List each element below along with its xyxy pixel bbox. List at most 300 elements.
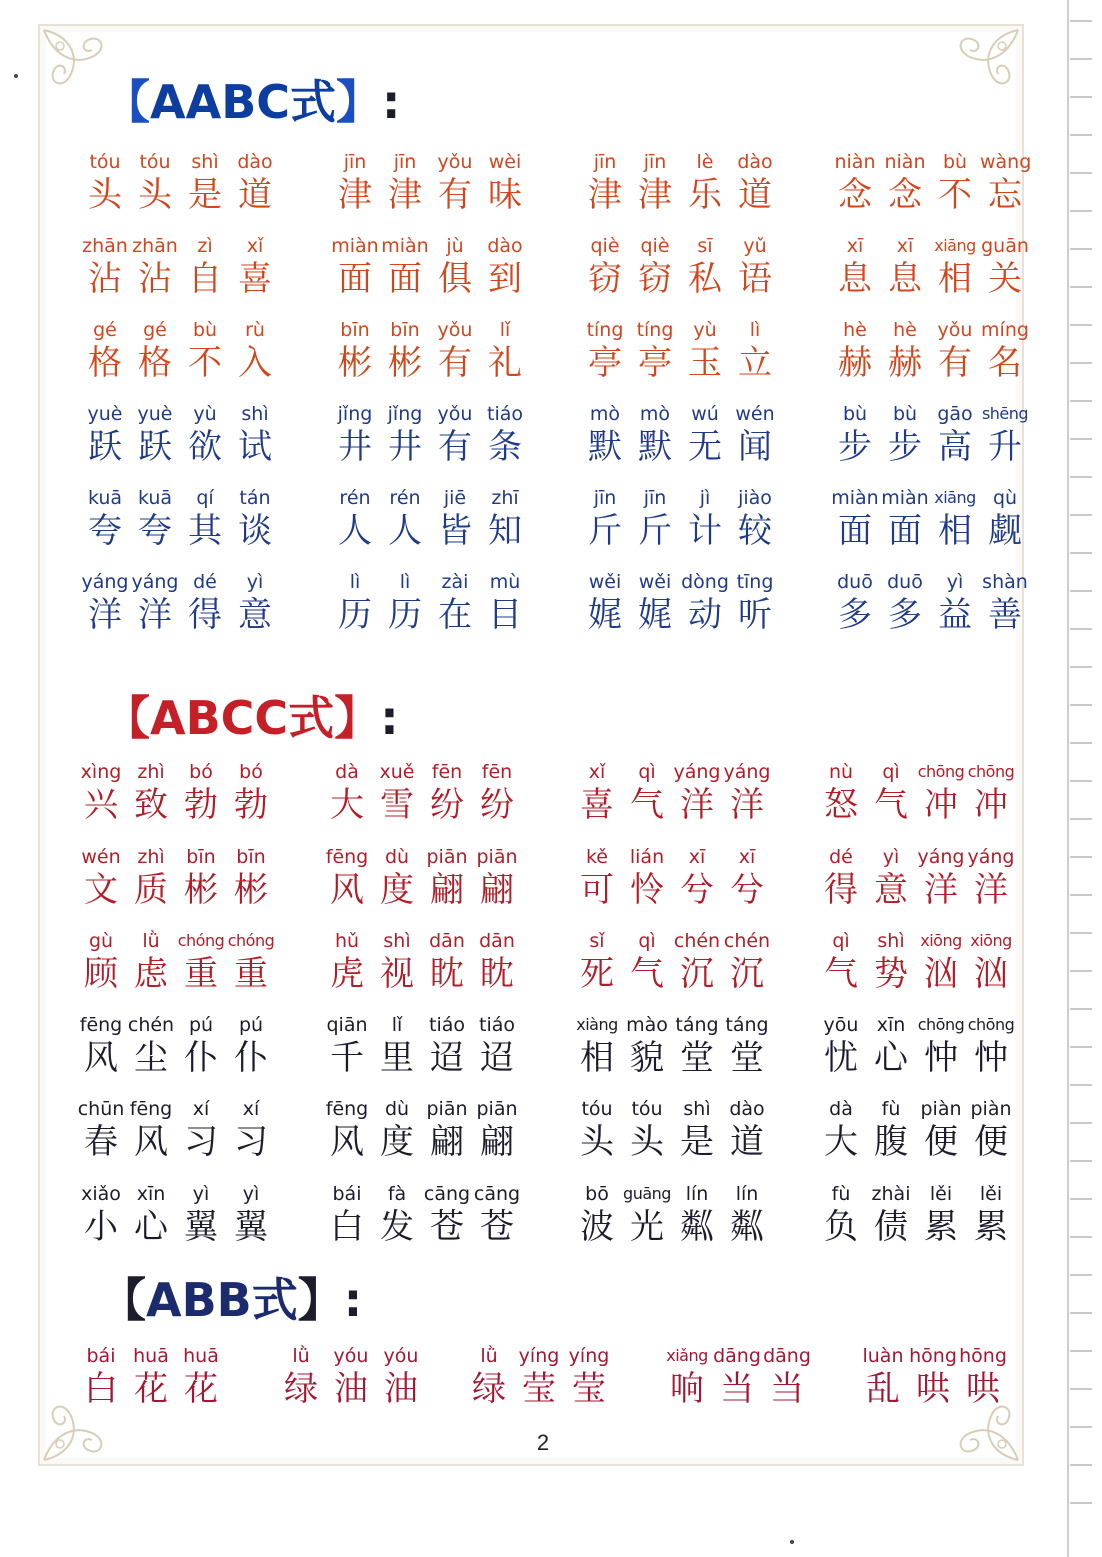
hanzi-character: 计 (688, 511, 722, 551)
hanzi-row (322, 784, 532, 826)
pinyin-row (76, 845, 286, 869)
pinyin-syllable: xiàng (576, 1015, 618, 1034)
binding-ring-icon (1070, 96, 1092, 98)
pinyin-syllable: fēn (481, 761, 513, 783)
hanzi-character: 波 (580, 1207, 614, 1247)
pinyin-syllable: dào (729, 1098, 765, 1120)
binding-ring-icon (1070, 400, 1092, 402)
hanzi-character: 哄 (916, 1369, 950, 1409)
hanzi-character: 步 (888, 427, 922, 467)
pinyin-row (572, 760, 782, 784)
hanzi-character: 文 (84, 870, 118, 910)
hanzi-row (322, 953, 532, 995)
hanzi-character: 目 (488, 595, 522, 635)
hanzi-character: 仆 (184, 1038, 218, 1078)
hanzi-character: 洋 (974, 870, 1008, 910)
idiom-entry (76, 1344, 286, 1410)
pinyin-syllable: chén (673, 930, 721, 952)
pinyin-syllable: xǐ (246, 235, 264, 257)
pinyin-syllable: piàn (920, 1098, 962, 1120)
binding-ring-icon (1070, 970, 1092, 972)
idiom-entry (330, 402, 540, 468)
hanzi-character: 亭 (638, 343, 672, 383)
pinyin-row (76, 929, 286, 953)
binding-ring-icon (1070, 248, 1092, 250)
hanzi-row (816, 1206, 1026, 1248)
pinyin-syllable: fēn (431, 761, 463, 783)
hanzi-character: 累 (924, 1207, 958, 1247)
hanzi-character: 里 (380, 1038, 414, 1078)
notebook-binding (1066, 0, 1102, 1557)
hanzi-character: 莹 (572, 1369, 606, 1409)
pinyin-syllable: dé (829, 846, 853, 868)
idiom-entry (830, 150, 1040, 216)
hanzi-character: 得 (824, 870, 858, 910)
pinyin-row (580, 234, 790, 258)
hanzi-character: 迢 (480, 1038, 514, 1078)
pinyin-syllable: tóu (139, 151, 171, 173)
pinyin-syllable: tán (239, 487, 271, 509)
pinyin-syllable: xìng (80, 761, 122, 783)
hanzi-row (322, 1121, 532, 1163)
pinyin-syllable: kuā (137, 487, 173, 509)
hanzi-character: 到 (488, 259, 522, 299)
pinyin-syllable: qì (832, 930, 850, 952)
idiom-entry (580, 402, 790, 468)
pinyin-syllable: bù (192, 319, 218, 341)
hanzi-character: 相 (938, 259, 972, 299)
pinyin-syllable: yǒu (937, 319, 973, 341)
idiom-entry (330, 150, 540, 216)
binding-ring-icon (1070, 894, 1092, 896)
hanzi-row (662, 1368, 872, 1410)
hanzi-character: 绿 (284, 1369, 318, 1409)
hanzi-character: 虎 (330, 954, 364, 994)
hanzi-character: 气 (630, 954, 664, 994)
hanzi-character: 礼 (488, 343, 522, 383)
pinyin-syllable: mò (639, 403, 671, 425)
pinyin-syllable: bó (189, 761, 213, 783)
idiom-entry (322, 845, 532, 911)
binding-ring-icon (1070, 1160, 1092, 1162)
hanzi-character: 质 (134, 870, 168, 910)
pinyin-syllable: yáng (81, 571, 129, 593)
pinyin-row (572, 929, 782, 953)
hanzi-character: 喜 (238, 259, 272, 299)
hanzi-character: 花 (134, 1369, 168, 1409)
binding-ring-icon (1070, 438, 1092, 440)
pinyin-syllable: jǐng (337, 403, 373, 425)
idiom-entry (76, 929, 286, 995)
hanzi-character: 大 (824, 1122, 858, 1162)
pinyin-syllable: xīn (136, 1183, 166, 1205)
hanzi-row (76, 1121, 286, 1163)
pinyin-row (322, 929, 532, 953)
pinyin-syllable: shì (877, 930, 905, 952)
pinyin-syllable: lián (629, 846, 665, 868)
hanzi-row (76, 1206, 286, 1248)
hanzi-character: 花 (184, 1369, 218, 1409)
section-heading-abcc (104, 690, 399, 746)
hanzi-character: 视 (380, 954, 414, 994)
pinyin-syllable: dāng (763, 1345, 811, 1367)
pinyin-syllable: miàn (831, 487, 879, 509)
pinyin-syllable: dòng (681, 571, 729, 593)
page-number: 2 (536, 1430, 550, 1455)
pinyin-syllable: bó (239, 761, 263, 783)
hanzi-character: 在 (438, 595, 472, 635)
pinyin-syllable: chōng (917, 762, 965, 781)
hanzi-character: 面 (838, 511, 872, 551)
pinyin-syllable: wén (81, 846, 121, 868)
pinyin-row (330, 150, 540, 174)
pinyin-row (816, 929, 1026, 953)
pinyin-syllable: yǔ (743, 235, 767, 257)
hanzi-character: 心 (874, 1038, 908, 1078)
pinyin-syllable: yì (882, 846, 900, 868)
idiom-entry (580, 234, 790, 300)
pinyin-row (830, 318, 1040, 342)
pinyin-syllable: wàng (980, 151, 1032, 173)
hanzi-character: 井 (338, 427, 372, 467)
pinyin-syllable: xī (688, 846, 706, 868)
hanzi-character: 相 (938, 511, 972, 551)
hanzi-character: 勃 (184, 785, 218, 825)
idiom-entry (580, 318, 790, 384)
hanzi-character: 洋 (88, 595, 122, 635)
binding-ring-icon (1070, 1046, 1092, 1048)
hanzi-character: 眈 (480, 954, 514, 994)
pinyin-syllable: yáng (673, 761, 721, 783)
idiom-entry (830, 486, 1040, 552)
binding-ring-icon (1070, 1274, 1092, 1276)
hanzi-character: 重 (234, 954, 268, 994)
pinyin-syllable: qì (638, 761, 656, 783)
hanzi-character: 面 (388, 259, 422, 299)
pinyin-syllable: piān (476, 846, 518, 868)
hanzi-row (322, 869, 532, 911)
hanzi-character: 面 (888, 511, 922, 551)
pinyin-syllable: mù (489, 571, 521, 593)
pinyin-row (80, 486, 290, 510)
hanzi-character: 入 (238, 343, 272, 383)
hanzi-character: 多 (888, 595, 922, 635)
hanzi-character: 味 (488, 175, 522, 215)
pinyin-syllable: zhài (871, 1183, 911, 1205)
pinyin-syllable: bái (86, 1345, 116, 1367)
hanzi-character: 翼 (234, 1207, 268, 1247)
pinyin-row (330, 318, 540, 342)
hanzi-character: 道 (738, 175, 772, 215)
hanzi-character: 无 (688, 427, 722, 467)
idiom-entry (830, 318, 1040, 384)
idiom-entry (816, 929, 1026, 995)
pinyin-syllable: bù (892, 403, 918, 425)
pinyin-syllable: bīn (236, 846, 266, 868)
pinyin-syllable: jiē (443, 487, 467, 509)
pinyin-syllable: mò (589, 403, 621, 425)
idiom-entry (80, 402, 290, 468)
hanzi-character: 有 (438, 343, 472, 383)
pinyin-syllable: duō (887, 571, 923, 593)
hanzi-character: 意 (238, 595, 272, 635)
hanzi-character: 津 (388, 175, 422, 215)
binding-ring-icon (1070, 780, 1092, 782)
idiom-entry (80, 486, 290, 552)
binding-ring-icon (1070, 514, 1092, 516)
pinyin-syllable: xiāng (934, 236, 976, 255)
idiom-entry (80, 234, 290, 300)
hanzi-row (816, 1121, 1026, 1163)
pinyin-syllable: bīn (340, 319, 370, 341)
idiom-entry (322, 1097, 532, 1163)
hanzi-character: 洋 (924, 870, 958, 910)
pinyin-row (580, 402, 790, 426)
pinyin-syllable: huā (133, 1345, 169, 1367)
pinyin-syllable: hǔ (334, 930, 360, 952)
hanzi-character: 心 (134, 1207, 168, 1247)
pinyin-syllable: yóu (383, 1345, 419, 1367)
pinyin-row (322, 1013, 532, 1037)
binding-ring-icon (1070, 1198, 1092, 1200)
pinyin-syllable: yì (946, 571, 964, 593)
hanzi-row (816, 1037, 1026, 1079)
pinyin-syllable: tóu (581, 1098, 613, 1120)
hanzi-character: 沉 (680, 954, 714, 994)
hanzi-character: 风 (330, 870, 364, 910)
hanzi-row (322, 1037, 532, 1079)
pinyin-syllable: piān (426, 846, 468, 868)
pinyin-syllable: lè (696, 151, 714, 173)
hanzi-character: 翩 (480, 870, 514, 910)
heading-text: AABC式 (150, 75, 337, 129)
idiom-entry (464, 1344, 674, 1410)
pinyin-syllable: jǐng (387, 403, 423, 425)
pinyin-row (572, 1013, 782, 1037)
pinyin-syllable: qiè (640, 235, 670, 257)
pinyin-syllable: yì (246, 571, 264, 593)
flourish-ornament-icon (932, 26, 1022, 116)
hanzi-character: 知 (488, 511, 522, 551)
pinyin-syllable: miàn (381, 235, 429, 257)
hanzi-character: 发 (380, 1207, 414, 1247)
hanzi-character: 眈 (430, 954, 464, 994)
hanzi-character: 赫 (888, 343, 922, 383)
pinyin-syllable: fà (387, 1183, 407, 1205)
binding-ring-icon (1070, 134, 1092, 136)
hanzi-row (330, 342, 540, 384)
hanzi-character: 债 (874, 1207, 908, 1247)
idiom-entry (80, 150, 290, 216)
pinyin-row (76, 1097, 286, 1121)
idiom-entry (322, 1013, 532, 1079)
hanzi-row (830, 594, 1040, 636)
hanzi-row (330, 594, 540, 636)
heading-colon: : (382, 75, 401, 129)
idiom-entry (80, 570, 290, 636)
hanzi-character: 善 (988, 595, 1022, 635)
pinyin-syllable: yǒu (437, 403, 473, 425)
pinyin-row (464, 1344, 674, 1368)
hanzi-row (330, 174, 540, 216)
pinyin-syllable: bù (842, 403, 868, 425)
hanzi-character: 历 (338, 595, 372, 635)
hanzi-character: 夸 (138, 511, 172, 551)
pinyin-syllable: shì (191, 151, 219, 173)
binding-ring-icon (1070, 476, 1092, 478)
hanzi-character: 苍 (480, 1207, 514, 1247)
hanzi-row (330, 258, 540, 300)
hanzi-character: 有 (438, 175, 472, 215)
binding-ring-icon (1070, 666, 1092, 668)
pinyin-syllable: tóu (89, 151, 121, 173)
binding-edge (1067, 0, 1069, 1557)
idiom-entry (76, 1013, 286, 1079)
pinyin-syllable: dān (479, 930, 515, 952)
pinyin-syllable: pú (238, 1014, 264, 1036)
pinyin-row (572, 1182, 782, 1206)
hanzi-row (76, 1037, 286, 1079)
hanzi-character: 风 (330, 1122, 364, 1162)
hanzi-character: 纷 (480, 785, 514, 825)
pinyin-syllable: jiào (738, 487, 772, 509)
hanzi-character: 兴 (84, 785, 118, 825)
pinyin-syllable: xiōng (920, 931, 962, 950)
hanzi-row (580, 174, 790, 216)
binding-ring-icon (1070, 856, 1092, 858)
hanzi-character: 头 (630, 1122, 664, 1162)
pinyin-syllable: wú (691, 403, 719, 425)
heading-text: ABCC式 (150, 691, 335, 745)
hanzi-character: 纷 (430, 785, 464, 825)
hanzi-character: 响 (670, 1369, 704, 1409)
binding-ring-icon (1070, 742, 1092, 744)
pinyin-syllable: bù (942, 151, 968, 173)
hanzi-character: 貌 (630, 1038, 664, 1078)
pinyin-syllable: rù (245, 319, 265, 341)
pinyin-syllable: chén (723, 930, 771, 952)
idiom-entry (662, 1344, 872, 1410)
hanzi-character: 动 (688, 595, 722, 635)
heading-bracket-open: 【 (104, 75, 150, 129)
pinyin-syllable: tíng (636, 319, 674, 341)
pinyin-syllable: yì (192, 1183, 210, 1205)
binding-ring-icon (1070, 1122, 1092, 1124)
pinyin-syllable: fēng (325, 1098, 369, 1120)
hanzi-character: 翼 (184, 1207, 218, 1247)
hanzi-character: 便 (924, 1122, 958, 1162)
hanzi-character: 油 (334, 1369, 368, 1409)
pinyin-syllable: cāng (423, 1183, 471, 1205)
hanzi-character: 气 (824, 954, 858, 994)
pinyin-syllable: zhī (491, 487, 519, 509)
idiom-entry (830, 234, 1040, 300)
hanzi-row (580, 594, 790, 636)
binding-ring-icon (1070, 58, 1092, 60)
idiom-entry (580, 570, 790, 636)
pinyin-syllable: táng (725, 1014, 769, 1036)
hanzi-character: 翩 (430, 1122, 464, 1162)
section-heading-abb (100, 1272, 362, 1328)
binding-ring-icon (1070, 818, 1092, 820)
pinyin-syllable: lín (685, 1183, 709, 1205)
binding-ring-icon (1070, 590, 1092, 592)
hanzi-character: 人 (338, 511, 372, 551)
hanzi-character: 习 (234, 1122, 268, 1162)
pinyin-syllable: lì (749, 319, 761, 341)
hanzi-row (572, 869, 782, 911)
idiom-entry (80, 318, 290, 384)
hanzi-character: 风 (84, 1038, 118, 1078)
hanzi-character: 翩 (480, 1122, 514, 1162)
pinyin-syllable: gāo (937, 403, 973, 425)
pinyin-syllable: qí (196, 487, 214, 509)
idiom-entry (322, 760, 532, 826)
hanzi-row (816, 869, 1026, 911)
hanzi-character: 息 (838, 259, 872, 299)
pinyin-syllable: qì (638, 930, 656, 952)
idiom-entry (580, 486, 790, 552)
hanzi-character: 绿 (472, 1369, 506, 1409)
hanzi-row (80, 258, 290, 300)
hanzi-character: 兮 (730, 870, 764, 910)
pinyin-syllable: piān (426, 1098, 468, 1120)
idiom-entry (322, 929, 532, 995)
hanzi-character: 头 (580, 1122, 614, 1162)
pinyin-syllable: dāng (713, 1345, 761, 1367)
pinyin-syllable: táng (675, 1014, 719, 1036)
pinyin-syllable: zhān (82, 235, 128, 257)
pinyin-syllable: wén (735, 403, 775, 425)
pinyin-syllable: lǜ (480, 1345, 498, 1367)
pinyin-syllable: rén (389, 487, 421, 509)
pinyin-syllable: hè (843, 319, 867, 341)
hanzi-character: 彬 (338, 343, 372, 383)
hanzi-character: 气 (874, 785, 908, 825)
binding-ring-icon (1070, 172, 1092, 174)
hanzi-row (330, 510, 540, 552)
hanzi-character: 致 (134, 785, 168, 825)
hanzi-row (76, 784, 286, 826)
hanzi-character: 怜 (630, 870, 664, 910)
pinyin-syllable: zhì (137, 761, 165, 783)
hanzi-character: 相 (580, 1038, 614, 1078)
pinyin-row (76, 1344, 286, 1368)
hanzi-character: 条 (488, 427, 522, 467)
pinyin-syllable: xǐ (588, 761, 606, 783)
pinyin-row (80, 402, 290, 426)
pinyin-syllable: shì (383, 930, 411, 952)
hanzi-character: 雪 (380, 785, 414, 825)
hanzi-character: 大 (330, 785, 364, 825)
heading-bracket-close: 】 (336, 75, 383, 129)
hanzi-row (830, 426, 1040, 468)
pinyin-row (76, 760, 286, 784)
hanzi-character: 得 (188, 595, 222, 635)
pinyin-syllable: hōng (909, 1345, 957, 1367)
pinyin-syllable: kě (585, 846, 608, 868)
pinyin-syllable: yù (193, 403, 217, 425)
pinyin-row (580, 150, 790, 174)
pinyin-syllable: wěi (638, 571, 672, 593)
pinyin-syllable: dù (384, 846, 410, 868)
pinyin-syllable: yáng (131, 571, 179, 593)
pinyin-syllable: lì (349, 571, 361, 593)
heading-bracket-open: 【 (100, 1273, 146, 1327)
pinyin-syllable: yù (693, 319, 717, 341)
pinyin-syllable: jīn (643, 487, 667, 509)
binding-ring-icon (1070, 1008, 1092, 1010)
